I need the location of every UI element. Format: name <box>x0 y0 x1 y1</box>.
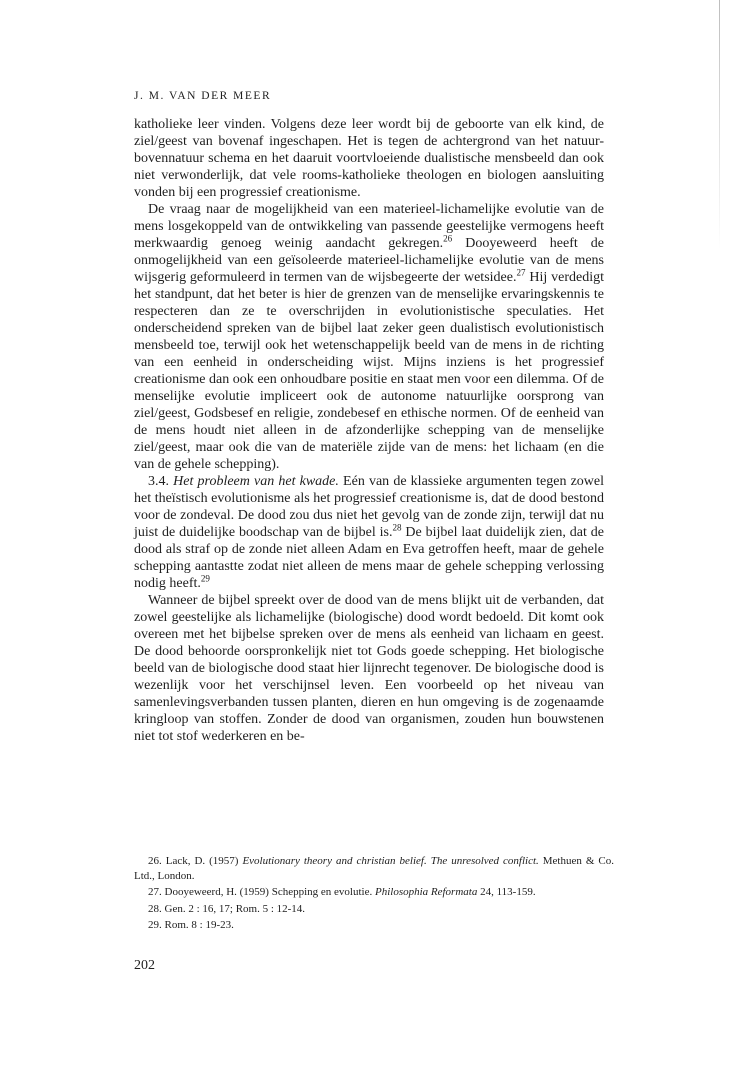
text-run: Dooyeweerd heeft de onmogelijkheid van een geïsoleerde materieel-lichamelijke evolutie van de mens wijsgerig geformuleerd in termen van de wijsbegeerte der wetsidee. <box>134 236 605 285</box>
main-text <box>134 116 604 745</box>
paragraph <box>134 473 604 592</box>
text-run: 3.4. <box>148 474 174 489</box>
text-run: katholieke leer vinden. Volgens deze leer wordt bij de geboorte van elk kind, de ziel/geest van bovenaf ingeschapen. Het is tegen de achtergrond van het natuur-bovennatuur schema en het daaruit voortvloeiende dualistische mensbeeld dan ook niet verwonderlijk, dat vele rooms-katholieke theologen en biologen aansluiting vonden bij een progressief creationisme. <box>134 117 604 200</box>
footnote-ref: 26 <box>443 233 453 244</box>
paragraph <box>134 592 604 745</box>
footnote <box>134 854 614 883</box>
italic-text: Het probleem van het kwade. <box>173 474 339 489</box>
text-run: Wanneer de bijbel spreekt over de dood van de mens blijkt uit de verbanden, dat zowel geestelijke als lichamelijke (biologische) dood wordt bedoeld. Dit komt ook overeen met het bijbelse spreken over de mens als eenheid van lichaam en geest. De dood behoorde oorspronkelijk niet tot Gods goede schepping. Het biologische beeld van de biologische dood staat hier lijnrecht tegenover. De biologische dood is wezenlijk voor het verschijnsel leven. Een voorbeeld op het niveau van samenlevingsverbanden tussen planten, dieren en hun omgeving is de zogenaamde kringloop van stoffen. Zonder de dood van organismen, zouden hun bouwstenen niet tot stof wederkeren en be- <box>134 593 604 744</box>
italic-text: Evolutionary theory and christian belief. The unresolved conflict. <box>242 855 539 867</box>
footnote-ref: 28 <box>392 522 402 533</box>
paragraph <box>134 116 604 201</box>
text-run: Eén van de klassieke argumenten tegen zowel het theïstisch evolutionisme als het progressief creationisme is, dat de dood bestond voor de zondeval. De dood zou dus niet het gevolg van de zonde zijn, terwijl dat nu juist de duidelijke boodschap van de bijbel is. <box>134 474 605 540</box>
footnote <box>134 885 614 900</box>
italic-text: Philosophia Reformata <box>374 886 478 898</box>
page-number: 202 <box>134 958 155 973</box>
footnote-ref: 29 <box>200 573 210 584</box>
page-edge-shadow <box>719 0 720 250</box>
footnote <box>134 902 614 917</box>
footnote <box>134 918 614 933</box>
text-run: 29. Rom. 8 : 19-23. <box>148 919 234 931</box>
paragraph <box>134 201 604 473</box>
running-head: J. M. VAN DER MEER <box>134 90 272 102</box>
text-run: 27. Dooyeweerd, H. (1959) Schepping en evolutie. <box>148 886 375 898</box>
footnote-ref: 27 <box>516 267 526 278</box>
text-run: Hij verdedigt het standpunt, dat het beter is hier de grenzen van de menselijke ervaringskennis te respecteren dan ze te overschrijden in evolutionistische speculaties. Het onderscheidend spreken van de bijbel laat zeker geen dualistisch evolutionistisch mensbeeld toe, terwijl ook het wetenschappelijk beeld van de mens in de richting van een eenheid in onderscheiding wijst. Mijns inziens is het progressief creationisme dan ook een onhoudbare positie en staat men voor een dilemma. Of de menselijke evolutie impliceert ook de autonome natuurlijke oorsprong van ziel/geest, Godsbesef en religie, zondebesef en ethische normen. Of de eenheid van de mens houdt niet alleen in de afzonderlijke schepping van de menselijke ziel/geest, maar ook die van de materiële zijde van de mens: het lichaam (en die van de gehele schepping). <box>134 270 604 472</box>
footnotes <box>134 854 614 935</box>
text-run: De bijbel laat duidelijk zien, dat de dood als straf op de zonde niet alleen Adam en Eva getroffen heeft, maar de gehele schepping aantastte zodat niet alleen de mens maar de gehele schepping verlossing nodig heeft. <box>134 525 605 591</box>
text-run: 24, 113-159. <box>477 886 536 898</box>
text-run: 26. Lack, D. (1957) <box>148 855 243 867</box>
text-run: Methuen & Co. Ltd., London. <box>134 855 614 882</box>
text-run: De vraag naar de mogelijkheid van een materieel-lichamelijke evolutie van de mens losgekoppeld van de ontwikkeling van passende geestelijke vermogens heeft merkwaardig genoeg weinig aandacht gekregen. <box>134 202 604 251</box>
text-run: 28. Gen. 2 : 16, 17; Rom. 5 : 12-14. <box>148 902 306 915</box>
